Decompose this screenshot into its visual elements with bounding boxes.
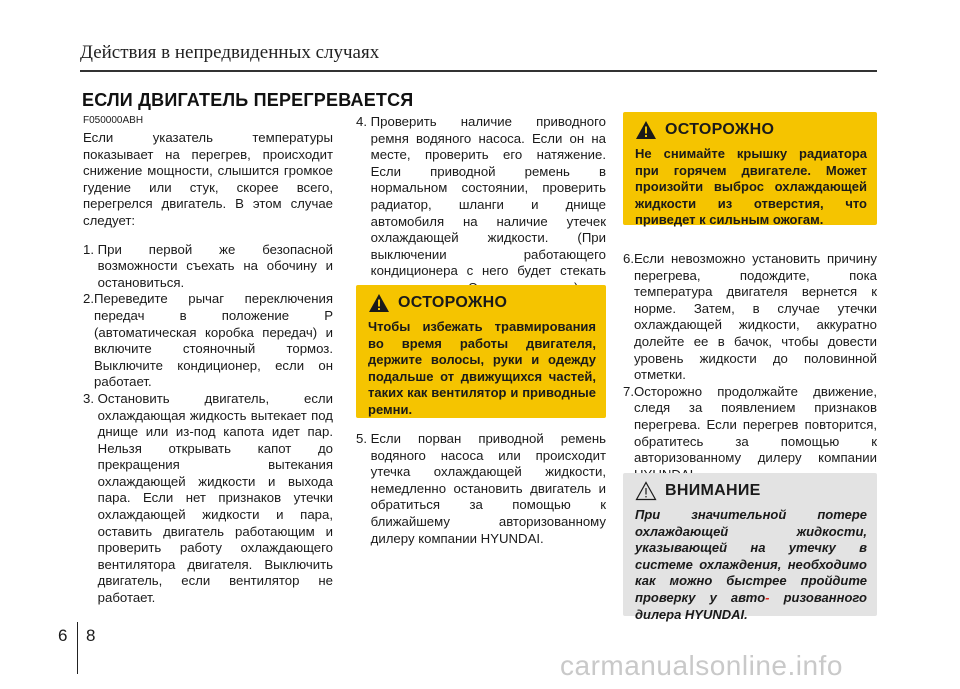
notice-box xyxy=(623,473,877,622)
notice-text: При значительной потере охлаждающей жидкости, указывающей на утечку в системе охлаждения, необходимо как можно быстрее пройдите проверку у авто- ризованного дилера HYUNDAI. xyxy=(635,507,867,622)
step-number: 4. xyxy=(356,114,371,129)
step-item xyxy=(83,291,333,391)
column-middle xyxy=(356,114,606,297)
step-item xyxy=(356,431,606,547)
section-title: ЕСЛИ ДВИГАТЕЛЬ ПЕРЕГРЕВАЕТСЯ xyxy=(82,90,414,110)
step-number: 3. xyxy=(83,390,98,406)
column-right xyxy=(623,251,877,483)
column-left xyxy=(83,114,333,607)
step-text: Проверить наличие приводного ремня водяного насоса. Если он на месте, проверить его натяжение. Если приводной ремень в нормальном состоянии, проверить радиатор, шланги и днище автомобиля на наличие утечек охлаждающей жидкости. (При выключении работающего кондиционера с него будет стекать xyxy=(370,114,606,279)
page-header-title: Действия в непредвиденных случаях xyxy=(80,42,380,63)
caution-title: ОСТОРОЖНО xyxy=(665,121,775,138)
caution-box-radiator xyxy=(623,112,877,228)
caution-box-moving-parts xyxy=(356,285,606,418)
header-rule xyxy=(80,70,877,72)
step-number: 7. xyxy=(623,383,634,399)
caution-text: Не снимайте крышку радиатора при горячем двигателе. Может произойти выброс охлаждающей жидкости из отверстия, что приведет к сильным ожогам. xyxy=(635,146,867,228)
warning-triangle-icon xyxy=(368,293,390,313)
step-text: При первой же безопасной возможности съехать на обочину и остановиться. xyxy=(97,241,333,290)
step-text: Если порван приводной ремень водяного насоса или происходит утечка охлаждающей жидкости, немедленно остановить двигатель и обратиться за помощью к ближайшему авторизованному дилеру компании HYUNDAI. xyxy=(370,431,606,546)
step-item xyxy=(623,384,877,484)
column-middle-lower xyxy=(356,431,606,547)
section-code: F050000ABH xyxy=(83,115,144,126)
step-number: 5. xyxy=(356,431,371,446)
step-number: 6. xyxy=(623,251,634,266)
step-text: Переведите рычаг переключения передач в положение P (автоматическая коробка передач) и включите стояночный тормоз. Выключите кондиционер, если он работает. xyxy=(94,291,333,390)
page-number-divider xyxy=(77,622,78,674)
step-item xyxy=(356,114,606,297)
watermark: carmanualsonline.info xyxy=(560,650,843,681)
step-item xyxy=(83,242,333,292)
page-number: 8 xyxy=(86,626,96,645)
warning-triangle-icon xyxy=(635,120,657,140)
step-text: Осторожно продолжайте движение, следя за появлением признаков перегрева. Если перегрев повторится, обратитесь за помощью к авторизованному дилеру компании xyxy=(634,383,877,466)
step-text: Остановить двигатель, если охлаждающая жидкость вытекает под днище или из-под капота идет пар. Нельзя открывать капот до прекращения вытекания охлаждающей жидкости и выхода пара. Если нет признаков утечки охлаждающей жидкости и пара, оставить двигатель работающим и проверить работу охлаждающего вентилятора двигателя. Выключить двигатель, если вентилятор не работает. xyxy=(97,390,333,606)
step-number: 1. xyxy=(83,241,98,257)
warning-outline-icon xyxy=(635,481,657,501)
step-item xyxy=(83,391,333,607)
step-number: 2. xyxy=(83,291,94,307)
chapter-number: 6 xyxy=(58,626,68,645)
step-item xyxy=(623,251,877,384)
step-text: Если невозможно установить причину перегрева, подождите, пока температура двигателя вернется к норме. Затем, в случае утечки охлаждающей жидкости, аккуратно долейте ее в бачок, чтобы довести уровень жидкости до половинной отметки. xyxy=(634,251,877,383)
intro-paragraph: Если указатель температуры показывает на перегрев, происходит снижение мощности, слышится громкое гудение или стук, скорее всего, перегрелся двигатель. В этом случае следует: xyxy=(83,130,333,228)
hyphen-mark: - xyxy=(765,589,770,605)
caution-text: Чтобы избежать травмирования во время работы двигателя, держите волосы, руки и одежду подальше от движущихся частей, таких как вентилятор и приводные ремни. xyxy=(368,319,596,417)
caution-title: ОСТОРОЖНО xyxy=(398,294,508,311)
notice-title: ВНИМАНИЕ xyxy=(665,482,761,499)
